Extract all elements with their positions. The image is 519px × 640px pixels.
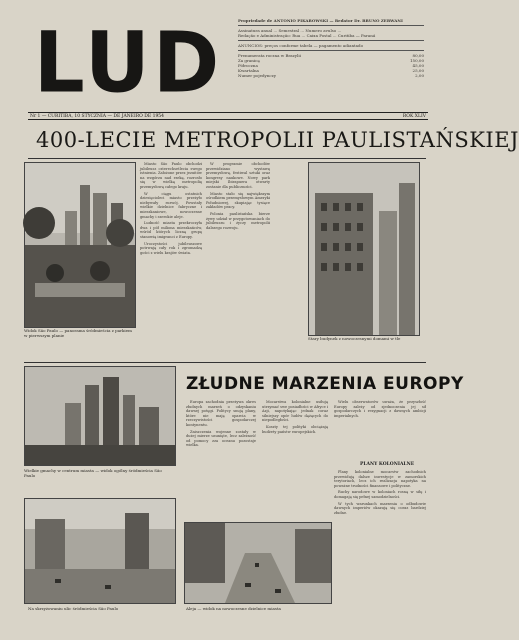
dateline-right: ROK XLIV [402,114,426,119]
dateline [28,112,428,120]
info-line-2: Assinatura anual ... Semestral ... Numero avulso ... [238,28,342,33]
info-line-1: Propriedade de ANTONIO PIKAROWSKI — Redator Dr. BRUNO ZERWANI [238,18,403,23]
article2-text-column: Europa zachodnia przeżywa okres złudnych marzeń o odzyskaniu dawnej potęgi. Politycy snują plany, które nie mają oparcia w rzeczywistości gospodarczej kontynentu. Zniszczenia wojenne zostały w dużej mierze usunięte, lecz zależność od pomocy zza oceanu pozostaje wielka. [186,400,256,448]
rate-value: 45,00 [412,63,424,68]
article2-text-column: Wielu obserwatorów uważa, że przyszłość Europy zależy od zjednoczenia jej sił gospodarczych i rezygnacji z dawnych ambicji imperialnych. [334,400,426,418]
info-line-3: Redação e Administração: Rua ... Caixa Postal ... Curitiba — Paraná [238,33,376,38]
masthead-info-box [238,18,424,113]
article2-text-column: Plany kolonialne mocarstw zachodnich przewidują dalsze inwestycje w zamorskich terytoriach, lecz ich realizacja napotyka na poważne trudności finansowe i polityczne. Ruchy narodowe w koloniach rosną w siłę i domagają się pełnej samodzielności. W tych warunkach marzenia o odbudowie dawnych imperiów okazują się coraz bardziej złudne. [334,470,426,515]
rate-value: 150,00 [410,58,424,63]
photo-caption: Na skrzyżowaniu ulic śródmieścia São Paulo [28,606,119,611]
photo-caption: Aleja — widok na nowoczesne dzielnice miasta [186,606,281,611]
photo-old-building [308,162,420,336]
info-line-4: ANUNCIOS: preços conforme tabela — pagamento adiantado [238,43,363,48]
article2-subhead: PLANY KOLONIALNE [360,462,415,467]
photo-avenue [184,522,332,604]
photo-street-intersection [24,498,176,604]
photo-caption: Widok São Paulo — panorama śródmieścia z parkiem w pierwszym planie [24,328,132,338]
divider [24,362,426,363]
photo-skyscrapers [24,366,176,466]
rate-label: Półroczna [238,63,258,68]
photo-caption: Wielkie gmachy w centrum miasta — widok ogólny śródmieścia São Paulo [24,468,162,478]
rate-value: 2,00 [415,73,424,78]
rate-value: 25,00 [412,68,424,73]
rate-label: Prenumerata roczna w Brazylii [238,53,301,58]
article1-headline: 400-LECIE METROPOLII PAULISTAŃSKIEJ [36,128,519,152]
article2-headline: ZŁUDNE MARZENIA EUROPY [186,374,464,394]
masthead-title: LUD [33,13,223,111]
dateline-left: Nr 1 — CURITIBA, 10 STYCZNIA — DE JANEIRO DE 1954 [30,114,165,119]
article1-text-column: W programie obchodów przewidziano wystawę przemysłową, festiwal sztuki oraz kongresy naukowe. Nowy park miejski Ibirapuera otwarty zostanie dla publiczności. Miasto stało się największym ośrodkiem przemysłowym Ameryki Południowej, skupiając tysiące zakładów pracy. Polonia paulistańska bierze żywy udział w przygotowaniach do jubileuszu i życzy metropolii dalszego rozwoju. [206,162,270,230]
article1-text-column: Miasto São Paulo obchodzi jubileusz czterechsetlecia swego istnienia. Założone przez jezuitów na wzgórzu nad rzeką, rozrosło się w wielką metropolię przemysłową całego kraju. W ciągu ostatnich dziesięcioleci miasto przeżyło niebywały rozwój. Powstały wielkie dzielnice fabryczne i mieszkaniowe, nowoczesne gmachy i szerokie aleje. Ludność miasta przekroczyła dwa i pół miliona mieszkańców, wśród których liczną grupę stanowią imigranci z Europy. Uroczystości jubileuszowe potrwają cały rok i zgromadzą gości z wielu krajów świata. [140,162,202,255]
rate-label: Kwartalna [238,68,259,73]
article2-text-column: Mocarstwa kolonialne usiłują utrzymać swe posiadłości w Afryce i Azji, napotykając jednak coraz silniejszy opór ludów dążących do niepodległości. Koszty tej polityki obciążają budżety państw europejskich. [262,400,328,434]
rate-label: Numer pojedynczy [238,73,276,78]
rate-value: 80,00 [412,53,424,58]
photo-city-park [24,162,136,328]
rate-label: Za granicą [238,58,260,63]
photo-caption: Stary budynek z nowoczesnymi domami w tle [308,336,401,341]
divider [28,158,426,159]
